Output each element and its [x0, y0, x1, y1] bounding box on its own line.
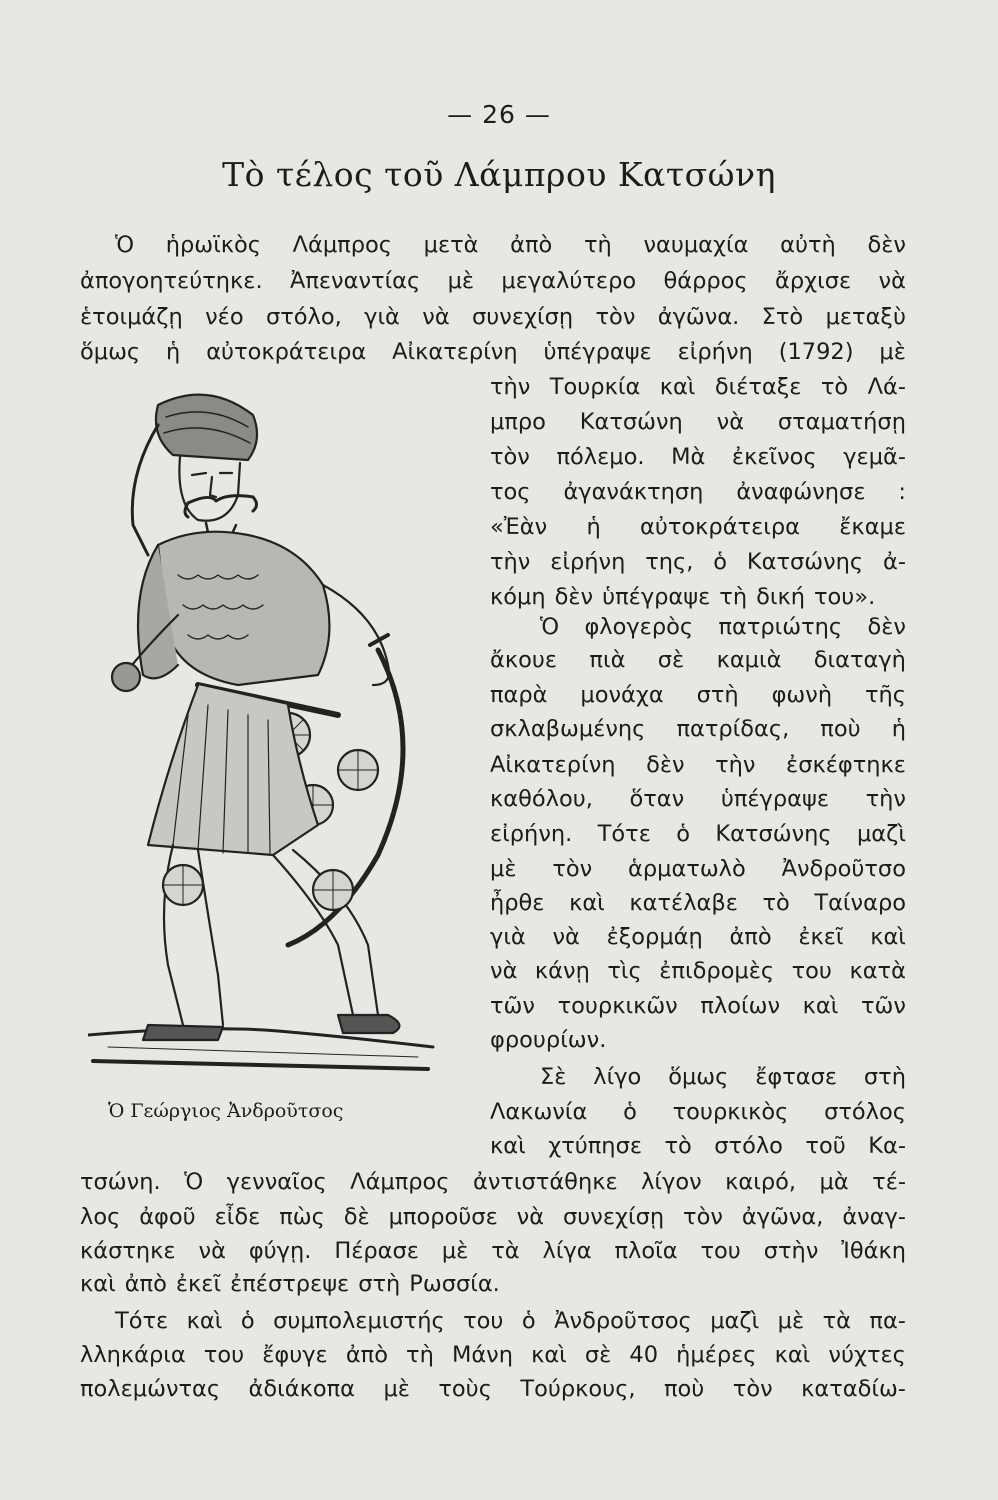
text-line: γιὰ νὰ ἐξορμάῃ ἀπὸ ἐκεῖ καὶ: [490, 924, 906, 950]
text-line: Αἰκατερίνη δὲν τὴν ἐσκέφτηκε: [490, 752, 906, 778]
text-line: κάστηκε νὰ φύγῃ. Πέρασε μὲ τὰ λίγα πλοῖα του στὴν Ἰθάκη: [80, 1238, 906, 1264]
text-line: τος ἀγανάκτηση ἀναφώνησε :: [490, 479, 906, 505]
text-line: τὴν Τουρκία καὶ διέταξε τὸ Λά-: [490, 374, 906, 400]
text-line: μπρο Κατσώνη νὰ σταματήσῃ: [490, 409, 906, 435]
page-number: — 26 —: [447, 100, 551, 129]
text-line: «Ἐὰν ἡ αὐτοκράτειρα ἔκαμε: [490, 514, 906, 540]
text-line: τῶν τουρκικῶν πλοίων καὶ τῶν: [490, 993, 906, 1019]
chapter-title: Τὸ τέλος τοῦ Λάμπρου Κατσώνη: [222, 155, 776, 194]
text-line: λληκάρια του ἔφυγε ἀπὸ τὴ Μάνη καὶ σὲ 40 ἡμέρες καὶ νύχτες: [80, 1342, 906, 1368]
text-line: νὰ κάνῃ τὶς ἐπιδρομὲς του κατὰ: [490, 958, 906, 984]
text-line: μὲ τὸν ἁρματωλὸ Ἀνδροῦτσο: [490, 856, 906, 882]
text-line: φρουρίων.: [490, 1027, 607, 1053]
text-line: πολεμώντας ἀδιάκοπα μὲ τοὺς Τούρκους, ποὺ τὸν καταδίω-: [80, 1376, 906, 1402]
text-line: καὶ ἀπὸ ἐκεῖ ἐπέστρεψε στὴ Ρωσσία.: [80, 1271, 500, 1297]
text-line: Ὁ ἡρωϊκὸς Λάμπρος μετὰ ἀπὸ τὴ ναυμαχία αὐτὴ δὲν: [115, 232, 906, 258]
androutsos-engraving: [88, 385, 438, 1085]
text-line: Λακωνία ὁ τουρκικὸς στόλος: [490, 1099, 906, 1125]
figure-caption: Ὁ Γεώργιος Ἀνδροῦτσος: [108, 1100, 344, 1122]
text-line: Ὁ φλογερὸς πατριώτης δὲν: [540, 614, 906, 640]
text-line: καθόλου, ὅταν ὑπέγραψε τὴν: [490, 786, 906, 812]
text-line: καὶ χτύπησε τὸ στόλο τοῦ Κα-: [490, 1133, 906, 1159]
text-line: ἦρθε καὶ κατέλαβε τὸ Ταίναρο: [490, 890, 906, 916]
text-line: Τότε καὶ ὁ συμπολεμιστής του ὁ Ἀνδροῦτσος μαζὶ μὲ τὰ πα-: [115, 1308, 906, 1334]
text-line: παρὰ μονάχα στὴ φωνὴ τῆς: [490, 682, 906, 708]
text-line: κόμη δὲν ὑπέγραψε τὴ δική του».: [490, 584, 876, 610]
text-line: λος ἀφοῦ εἶδε πὼς δὲ μποροῦσε νὰ συνεχίσῃ τὸν ἀγῶνα, ἀναγ-: [80, 1204, 906, 1230]
text-line: ἀπογοητεύτηκε. Ἀπεναντίας μὲ μεγαλύτερο θάρρος ἄρχισε νὰ: [80, 268, 906, 294]
text-line: ἑτοιμάζῃ νέο στόλο, γιὰ νὰ συνεχίσῃ τὸν ἀγῶνα. Στὸ μεταξὺ: [80, 304, 906, 330]
text-line: τσώνη. Ὁ γενναῖος Λάμπρος ἀντιστάθηκε λίγον καιρό, μὰ τέ-: [80, 1169, 906, 1195]
text-line: σκλαβωμένης πατρίδας, ποὺ ἡ: [490, 716, 906, 742]
text-line: ὅμως ἡ αὐτοκράτειρα Αἰκατερίνη ὑπέγραψε εἰρήνη (1792) μὲ: [80, 339, 906, 365]
text-line: τὴν εἰρήνη της, ὁ Κατσώνης ἀ-: [490, 549, 906, 575]
text-line: τὸν πόλεμο. Μὰ ἐκεῖνος γεμᾶ-: [490, 444, 906, 470]
text-line: ἄκουε πιὰ σὲ καμιὰ διαταγὴ: [490, 647, 906, 673]
text-line: εἰρήνη. Τότε ὁ Κατσώνης μαζὶ: [490, 821, 906, 847]
text-line: Σὲ λίγο ὅμως ἔφτασε στὴ: [540, 1064, 906, 1090]
